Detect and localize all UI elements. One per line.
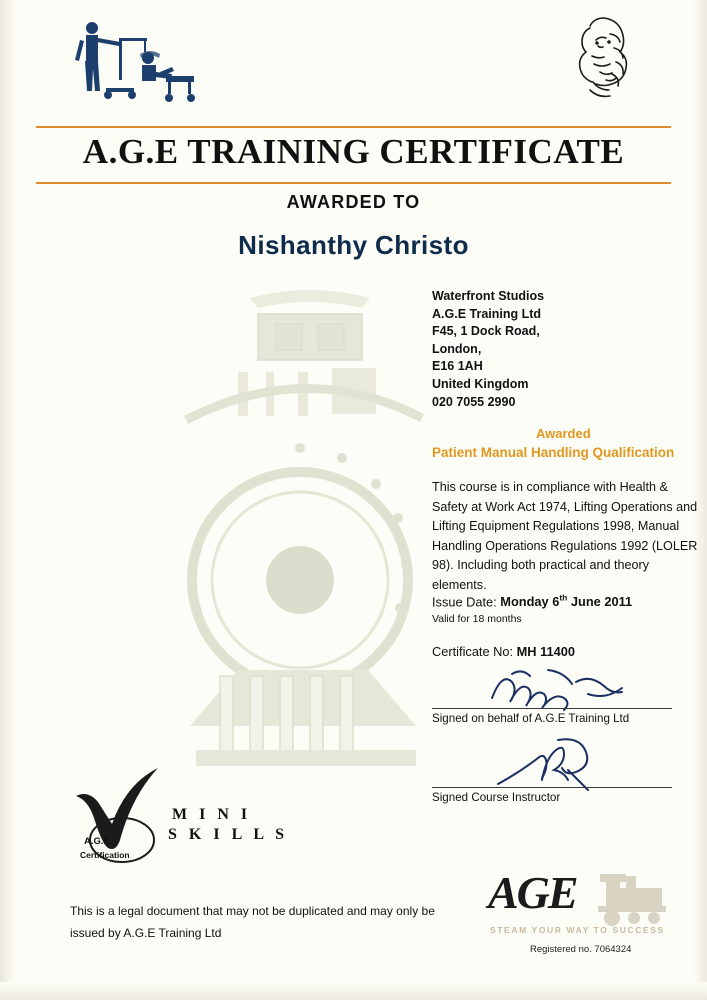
age-logo-wordmark: AGE (488, 867, 577, 918)
lion-crest-icon (560, 12, 645, 107)
issue-date-value: Monday 6 (500, 594, 560, 610)
qualification-title: Patient Manual Handling Qualification (432, 445, 675, 460)
age-logo-tagline: STEAM YOUR WAY TO SUCCESS (490, 925, 665, 935)
mini-wordmark: M I N I (172, 806, 252, 823)
signature-caption-authoriser: Signed on behalf of A.G.E Training Ltd (432, 712, 630, 725)
signature-rule-instructor (432, 787, 672, 788)
title-rule-bottom (36, 182, 671, 184)
certificate-number-value: MH 11400 (516, 644, 575, 659)
organisation-address (432, 288, 544, 411)
steam-train-watermark (150, 280, 470, 810)
address-line: United Kingdom (432, 376, 529, 391)
awarded-to-label: AWARDED TO (286, 192, 421, 212)
validity-text: Valid for 18 months (432, 613, 522, 625)
signature-caption-instructor: Signed Course Instructor (432, 791, 561, 804)
age-logo-train-icon (488, 862, 673, 934)
title-rule-top (36, 126, 671, 128)
address-line: F45, 1 Dock Road, (432, 324, 540, 339)
address-phone: 020 7055 2990 (432, 394, 516, 409)
skills-wordmark: S K I L L S (168, 826, 289, 843)
certificate-number-label: Certificate No: (432, 644, 514, 659)
recipient-name: Nishanthy Christo (238, 230, 469, 260)
issue-date-month-year: June 2011 (567, 594, 633, 610)
address-line: Waterfront Studios (432, 289, 545, 303)
paper-edge-bottom (0, 982, 707, 1000)
signature-rule-authoriser (432, 708, 672, 709)
training-figures-illustration (70, 14, 200, 109)
awarded-label: Awarded (536, 426, 591, 441)
issue-date-label: Issue Date: (432, 594, 497, 610)
legal-notice: This is a legal document that may not be duplicated and may only be issued by A.G.E Training Ltd (70, 904, 435, 940)
badge-line-1: A.G.E (84, 836, 110, 847)
compliance-text: This course is in compliance with Health & Safety at Work Act 1974, Lifting Operations and Lifting Equipment Regulations 1998, Manual Handling Operations Regulations 1992 (LOLER 98). Including both practical and theory elements. (432, 480, 698, 592)
signature-mark-authoriser (488, 664, 638, 714)
certificate-number-line (432, 644, 575, 659)
address-line: A.G.E Training Ltd (432, 306, 542, 321)
address-line: E16 1AH (432, 359, 483, 374)
issue-date-line (432, 593, 632, 609)
address-line: London, (432, 341, 482, 356)
page-title: A.G.E TRAINING CERTIFICATE (82, 132, 625, 171)
badge-line-2: Certification (80, 850, 130, 860)
signature-mark-instructor (496, 736, 616, 794)
issue-date-ordinal: th (559, 593, 568, 603)
registration-number: Registered no. 7064324 (530, 944, 632, 955)
